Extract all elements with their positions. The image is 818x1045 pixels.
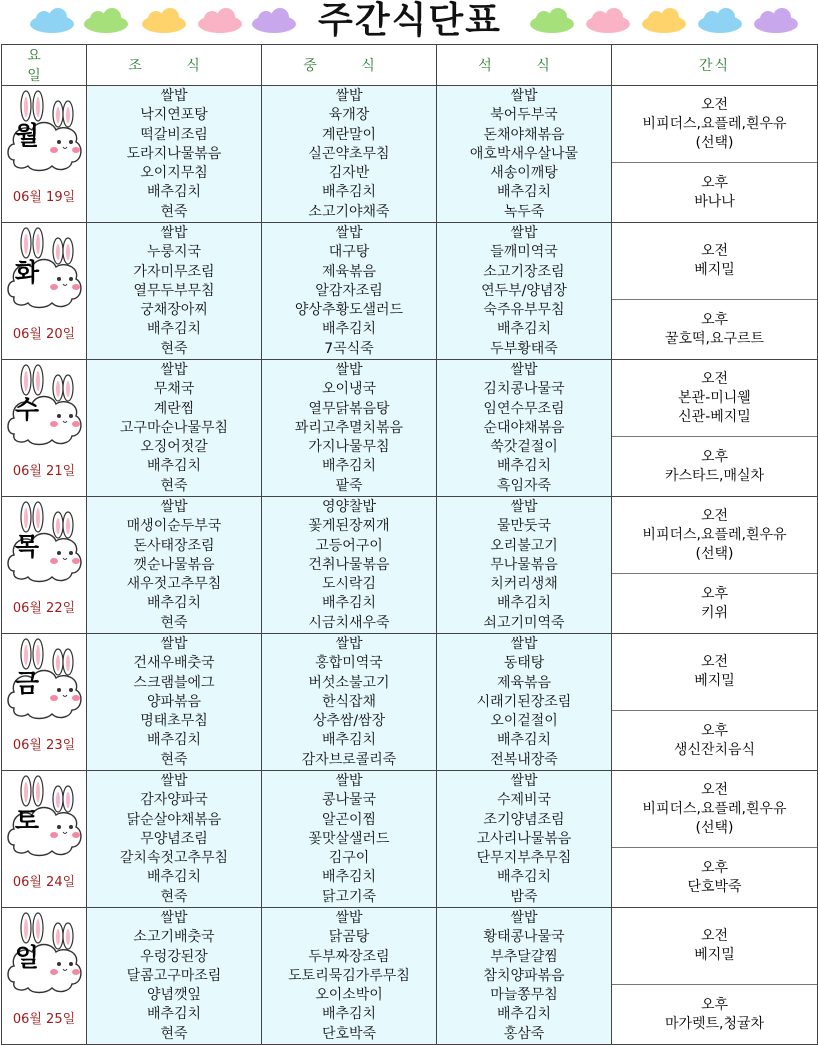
- breakfast-cell: [87, 497, 262, 634]
- snack-morning: [612, 497, 817, 574]
- menu-item: 갈치속젓고추무침: [119, 850, 229, 867]
- menu-item: 건취나물볶음: [308, 556, 390, 573]
- menu-item: 도토리묵김가루무침: [288, 967, 410, 984]
- menu-item: 마늘쫑무침: [490, 987, 558, 1004]
- cloud-icon: [584, 8, 632, 34]
- menu-item: 실곤약초무침: [308, 145, 390, 162]
- menu-item: 홍합미역국: [315, 655, 383, 672]
- menu-item: 배추김치: [496, 732, 552, 749]
- menu-item: 도라지나물볶음: [126, 145, 222, 162]
- snack-morning-line: 오전: [700, 928, 729, 944]
- menu-item: 쌀밥: [510, 362, 538, 378]
- menu-item: 배추김치: [146, 1006, 202, 1023]
- menu-item: 배추김치: [496, 595, 552, 612]
- menu-item: 쌀밥: [335, 225, 363, 241]
- menu-item: 치커리생채: [490, 576, 558, 593]
- snack-afternoon-line: 오후: [700, 174, 729, 191]
- menu-item: 가지나물무침: [308, 439, 390, 456]
- menu-item: 쇠고기미역죽: [483, 614, 565, 631]
- snack-afternoon-line: 생신잔치음식: [673, 741, 756, 758]
- menu-item: 전복내장죽: [490, 751, 558, 768]
- menu-item: 김자반: [328, 165, 370, 182]
- menu-item: 궁채장아찌: [140, 302, 208, 319]
- snack-cell: [612, 360, 818, 497]
- header-day: 요 일: [2, 45, 87, 86]
- menu-item: 단호박죽: [321, 1025, 377, 1042]
- snack-morning-line: 오전: [700, 243, 729, 259]
- header-dinner: 석 식: [437, 45, 612, 86]
- snack-morning-line: 오전: [700, 507, 729, 524]
- snack-afternoon-line: 바나나: [694, 193, 735, 210]
- menu-item: 건새우배춧국: [133, 655, 215, 672]
- menu-item: 육개장: [328, 107, 370, 124]
- cloud-icon: [28, 8, 76, 34]
- menu-item: 현죽: [160, 340, 188, 357]
- day-cell: [2, 360, 87, 497]
- dinner-cell: [437, 223, 612, 360]
- day-cell: [2, 634, 87, 771]
- menu-item: 두부짜장조림: [308, 948, 390, 965]
- menu-item: 쑥갓겉절이: [490, 439, 558, 456]
- snack-afternoon: [612, 300, 817, 359]
- menu-item: 낙지연포탕: [140, 107, 208, 124]
- menu-item: 쌀밥: [160, 636, 188, 652]
- menu-item: 누룽지국: [146, 244, 202, 261]
- menu-item: 쌀밥: [160, 910, 188, 926]
- menu-item: 시래기된장조림: [476, 693, 572, 710]
- menu-item: 오이소박이: [315, 987, 383, 1004]
- menu-item: 제육볶음: [321, 263, 377, 280]
- menu-item: 배추김치: [146, 732, 202, 749]
- snack-morning-line: 비피더스,요플레,흰우유: [642, 115, 787, 132]
- menu-item: 닭순살야채볶음: [126, 811, 222, 828]
- snack-afternoon-line: 오후: [700, 448, 729, 465]
- menu-item: 스크램블에그: [133, 674, 215, 691]
- day-cell: [2, 497, 87, 634]
- breakfast-cell: [87, 908, 262, 1045]
- menu-item: 버섯소불고기: [308, 674, 390, 691]
- menu-item: 제육볶음: [496, 674, 552, 691]
- menu-item: 현죽: [160, 614, 188, 631]
- day-name: 일: [14, 943, 40, 972]
- menu-item: 양상추황도샐러드: [294, 302, 404, 319]
- breakfast-cell: [87, 360, 262, 497]
- snack-afternoon: [612, 163, 817, 222]
- menu-item: 녹두죽: [503, 203, 545, 220]
- menu-item: 쌀밥: [335, 636, 363, 652]
- menu-item: 가자미무조림: [133, 263, 215, 280]
- menu-item: 시금치새우죽: [308, 614, 390, 631]
- snack-cell: [612, 223, 818, 360]
- snack-morning-line: 오전: [700, 370, 729, 387]
- menu-item: 새송이깨탕: [490, 165, 558, 182]
- menu-item: 매생이순두부국: [126, 518, 222, 535]
- menu-item: 밤죽: [510, 888, 538, 905]
- day-row: [2, 360, 818, 497]
- snack-cell: [612, 634, 818, 771]
- menu-item: 도시락김: [321, 576, 377, 593]
- snack-afternoon-line: 키위: [700, 604, 729, 621]
- menu-item: 애호박새우살나물: [469, 145, 579, 162]
- menu-item: 새우젓고추무침: [126, 576, 222, 593]
- menu-item: 쌀밥: [510, 773, 538, 789]
- header-snack: 간식: [612, 45, 818, 86]
- menu-item: 쌀밥: [510, 88, 538, 104]
- snack-afternoon-line: 오후: [700, 722, 729, 739]
- day-name: 월: [14, 121, 40, 150]
- header: [0, 0, 818, 44]
- menu-table: [1, 44, 818, 1045]
- day-cell: [2, 223, 87, 360]
- menu-item: 연두부/양념장: [481, 282, 567, 299]
- day-name: 화: [14, 258, 40, 287]
- menu-item: 배추김치: [146, 184, 202, 201]
- menu-item: 배추김치: [321, 1006, 377, 1023]
- menu-item: 배추김치: [321, 732, 377, 749]
- snack-afternoon-line: 오후: [700, 311, 729, 328]
- snack-cell: [612, 908, 818, 1045]
- menu-item: 열무닭볶음탕: [308, 400, 390, 417]
- menu-item: 흑임자죽: [496, 477, 552, 494]
- snack-morning-line: 오전: [700, 654, 729, 670]
- snack-morning-line: (선택): [695, 819, 734, 836]
- menu-item: 팥죽: [335, 477, 363, 494]
- day-cell: [2, 908, 87, 1045]
- menu-item: 숙주유부무침: [483, 302, 565, 319]
- menu-item: 쌀밥: [510, 910, 538, 926]
- snack-afternoon-line: 카스타드,매실차: [664, 467, 765, 484]
- day-cell: [2, 86, 87, 223]
- dinner-cell: [437, 908, 612, 1045]
- menu-item: 떡갈비조림: [140, 126, 208, 143]
- menu-item: 7곡식죽: [324, 340, 374, 357]
- menu-item: 배추김치: [321, 184, 377, 201]
- day-date: 06월 21일: [12, 464, 76, 479]
- menu-item: 임연수무조림: [483, 400, 565, 417]
- menu-item: 조기양념조림: [483, 811, 565, 828]
- menu-item: 배추김치: [496, 458, 552, 475]
- day-name: 금: [14, 669, 40, 698]
- page-title: 주간식단표: [318, 0, 502, 41]
- snack-cell: [612, 497, 818, 634]
- dinner-cell: [437, 86, 612, 223]
- menu-item: 감자브로콜리죽: [301, 751, 397, 768]
- menu-item: 북어두부국: [490, 107, 558, 124]
- menu-item: 참치양파볶음: [483, 967, 565, 984]
- cloud-icon: [696, 8, 744, 34]
- menu-item: 알곤이찜: [321, 811, 377, 828]
- snack-morning-line: 본관-미니웰: [678, 389, 751, 406]
- menu-item: 쌀밥: [335, 88, 363, 104]
- menu-item: 꽈리고추멸치볶음: [294, 419, 404, 436]
- menu-item: 들깨미역국: [490, 244, 558, 261]
- day-row: [2, 223, 818, 360]
- menu-item: 알감자조림: [315, 282, 383, 299]
- day-date: 06월 23일: [12, 738, 76, 753]
- snack-cell: [612, 86, 818, 223]
- menu-item: 배추김치: [496, 184, 552, 201]
- menu-item: 계란말이: [321, 126, 377, 143]
- menu-item: 쌀밥: [160, 773, 188, 789]
- day-date: 06월 19일: [12, 190, 76, 205]
- menu-item: 쌀밥: [510, 499, 538, 515]
- menu-item: 단무지부추무침: [476, 850, 572, 867]
- menu-item: 쌀밥: [335, 362, 363, 378]
- cloud-icon: [82, 8, 130, 34]
- menu-item: 무나물볶음: [490, 556, 558, 573]
- menu-item: 쌀밥: [335, 910, 363, 926]
- menu-item: 감자양파국: [140, 792, 208, 809]
- day-row: [2, 634, 818, 771]
- day-date: 06월 22일: [12, 601, 76, 616]
- menu-item: 현죽: [160, 1025, 188, 1042]
- menu-item: 꽃맛살샐러드: [308, 830, 390, 847]
- lunch-cell: [262, 497, 437, 634]
- breakfast-cell: [87, 223, 262, 360]
- header-row: [2, 45, 818, 86]
- cloud-icon: [640, 8, 688, 34]
- snack-morning: [612, 771, 817, 848]
- day-row: [2, 497, 818, 634]
- menu-item: 배추김치: [321, 869, 377, 886]
- menu-item: 두부황태죽: [490, 340, 558, 357]
- snack-afternoon-line: 꿀호떡,요구르트: [664, 330, 765, 347]
- menu-item: 열무두부무침: [133, 282, 215, 299]
- cloud-icon: [250, 8, 298, 34]
- menu-item: 배추김치: [496, 869, 552, 886]
- menu-item: 무양념조림: [140, 830, 208, 847]
- menu-item: 오이지무침: [140, 165, 208, 182]
- snack-afternoon: [612, 711, 817, 770]
- menu-item: 계란찜: [153, 400, 195, 417]
- menu-item: 동태탕: [503, 655, 545, 672]
- lunch-cell: [262, 360, 437, 497]
- snack-morning-line: 오전: [700, 781, 729, 798]
- menu-item: 한식잡채: [321, 693, 377, 710]
- menu-item: 홍삼죽: [503, 1025, 545, 1042]
- snack-morning-line: 비피더스,요플레,흰우유: [642, 800, 787, 817]
- menu-item: 현죽: [160, 888, 188, 905]
- menu-item: 배추김치: [146, 321, 202, 338]
- menu-item: 영양찰밥: [321, 499, 377, 515]
- menu-item: 소고기배춧국: [133, 929, 215, 946]
- menu-item: 상추쌈/쌈장: [312, 713, 386, 730]
- menu-item: 고사리나물볶음: [476, 830, 572, 847]
- menu-item: 현죽: [160, 203, 188, 220]
- dinner-cell: [437, 360, 612, 497]
- menu-item: 오이겉절이: [490, 713, 558, 730]
- snack-afternoon-line: 오후: [700, 585, 729, 602]
- menu-item: 소고기야채죽: [308, 203, 390, 220]
- menu-item: 오이냉국: [321, 381, 377, 398]
- snack-morning: [612, 908, 817, 985]
- snack-morning: [612, 360, 817, 437]
- header-breakfast: 조 식: [87, 45, 262, 86]
- day-name: 목: [14, 532, 40, 561]
- menu-item: 황태콩나물국: [483, 929, 565, 946]
- menu-item: 닭고기죽: [321, 888, 377, 905]
- menu-item: 배추김치: [321, 458, 377, 475]
- dinner-cell: [437, 497, 612, 634]
- menu-item: 꽃게된장찌개: [308, 518, 390, 535]
- day-date: 06월 25일: [12, 1012, 76, 1027]
- snack-morning-line: (선택): [695, 545, 734, 562]
- day-date: 06월 24일: [12, 875, 76, 890]
- menu-item: 물만둣국: [496, 518, 552, 535]
- menu-item: 배추김치: [321, 321, 377, 338]
- snack-morning-line: 베지밀: [694, 673, 735, 689]
- snack-afternoon-line: 단호박죽: [687, 878, 742, 895]
- lunch-cell: [262, 223, 437, 360]
- menu-item: 김구이: [328, 850, 370, 867]
- menu-item: 콩나물국: [321, 792, 377, 809]
- cloud-icon: [528, 8, 576, 34]
- menu-item: 돈사태장조림: [133, 537, 215, 554]
- cloud-icon: [196, 8, 244, 34]
- menu-item: 쌀밥: [510, 636, 538, 652]
- cloud-icon: [752, 8, 800, 34]
- menu-item: 양념깻잎: [146, 987, 202, 1004]
- menu-item: 배추김치: [146, 595, 202, 612]
- snack-cell: [612, 771, 818, 908]
- menu-item: 깻순나물볶음: [133, 556, 215, 573]
- menu-item: 현죽: [160, 477, 188, 494]
- menu-item: 현죽: [160, 751, 188, 768]
- snack-afternoon: [612, 985, 817, 1044]
- menu-item: 배추김치: [496, 1006, 552, 1023]
- dinner-cell: [437, 771, 612, 908]
- menu-item: 달콤고구마조림: [126, 967, 222, 984]
- snack-morning-line: 비피더스,요플레,흰우유: [642, 526, 787, 543]
- day-name: 수: [14, 395, 40, 424]
- menu-item: 우렁강된장: [140, 948, 208, 965]
- day-row: [2, 908, 818, 1045]
- snack-morning-line: 베지밀: [694, 262, 735, 278]
- day-cell: [2, 771, 87, 908]
- menu-item: 오징어젓갈: [140, 439, 208, 456]
- breakfast-cell: [87, 634, 262, 771]
- menu-item: 배추김치: [321, 595, 377, 612]
- menu-item: 배추김치: [146, 458, 202, 475]
- snack-morning-line: 신관-베지밀: [678, 408, 751, 425]
- menu-item: 고구마순나물무침: [119, 419, 229, 436]
- lunch-cell: [262, 86, 437, 223]
- snack-afternoon-line: 마가렛트,청귤차: [664, 1015, 765, 1032]
- snack-afternoon: [612, 437, 817, 496]
- snack-afternoon-line: 오후: [700, 859, 729, 876]
- lunch-cell: [262, 908, 437, 1045]
- day-name: 토: [14, 806, 40, 835]
- menu-item: 쌀밥: [160, 88, 188, 104]
- menu-item: 배추김치: [496, 321, 552, 338]
- cloud-icon: [140, 8, 188, 34]
- day-date: 06월 20일: [12, 327, 76, 342]
- menu-item: 순대야채볶음: [483, 419, 565, 436]
- lunch-cell: [262, 771, 437, 908]
- menu-item: 쌀밥: [510, 225, 538, 241]
- snack-morning-line: (선택): [695, 134, 734, 151]
- menu-item: 명태초무침: [140, 713, 208, 730]
- menu-item: 돈채야채볶음: [483, 126, 565, 143]
- snack-afternoon: [612, 574, 817, 633]
- menu-item: 오리불고기: [490, 537, 558, 554]
- menu-item: 배추김치: [146, 869, 202, 886]
- dinner-cell: [437, 634, 612, 771]
- snack-morning: [612, 634, 817, 711]
- menu-item: 부추달걀찜: [490, 948, 558, 965]
- day-row: [2, 86, 818, 223]
- menu-item: 김치콩나물국: [483, 381, 565, 398]
- snack-morning: [612, 223, 817, 300]
- breakfast-cell: [87, 771, 262, 908]
- snack-morning-line: 오전: [700, 96, 729, 113]
- menu-item: 쌀밥: [160, 499, 188, 515]
- menu-item: 수제비국: [496, 792, 552, 809]
- menu-item: 양파볶음: [146, 693, 202, 710]
- menu-item: 대구탕: [328, 244, 370, 261]
- header-lunch: 중 식: [262, 45, 437, 86]
- snack-morning-line: 베지밀: [694, 947, 735, 963]
- snack-afternoon-line: 오후: [700, 996, 729, 1013]
- menu-item: 닭곰탕: [328, 929, 370, 946]
- menu-item: 쌀밥: [160, 362, 188, 378]
- menu-item: 고등어구이: [315, 537, 383, 554]
- menu-item: 소고기장조림: [483, 263, 565, 280]
- day-row: [2, 771, 818, 908]
- breakfast-cell: [87, 86, 262, 223]
- snack-afternoon: [612, 848, 817, 907]
- menu-item: 무채국: [153, 381, 195, 398]
- snack-morning: [612, 86, 817, 163]
- lunch-cell: [262, 634, 437, 771]
- menu-item: 쌀밥: [160, 225, 188, 241]
- menu-item: 쌀밥: [335, 773, 363, 789]
